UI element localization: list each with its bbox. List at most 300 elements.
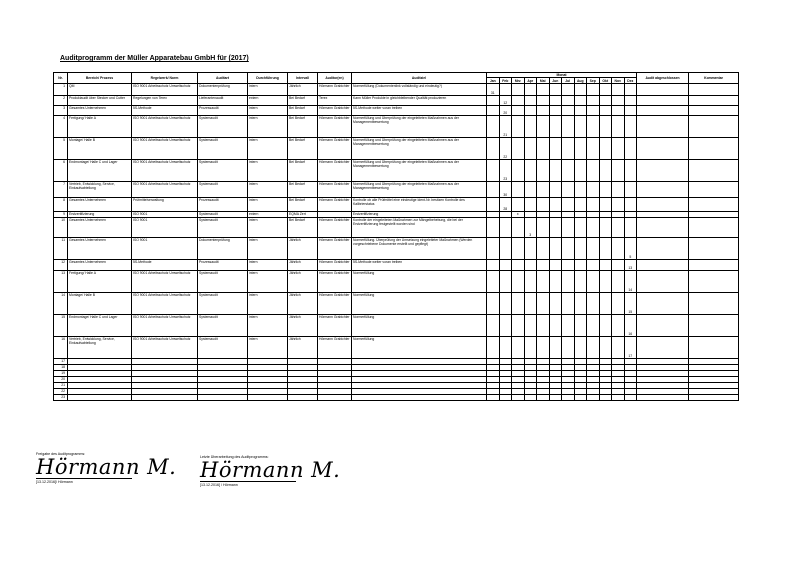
- cell-durchfuehrung: intern: [248, 271, 288, 293]
- month-cell: [574, 106, 587, 116]
- cell-auditoren: Hörmann Grabichler: [318, 293, 352, 315]
- table-row: [54, 337, 739, 359]
- month-cell: [574, 238, 587, 260]
- month-cell: [574, 182, 587, 198]
- month-cell: [574, 160, 587, 182]
- month-cell: [549, 337, 562, 359]
- month-cell: [624, 96, 637, 106]
- cell-abgeschlossen: [637, 260, 689, 271]
- cell-bereich: Gesamtes Unternehmen: [68, 198, 132, 212]
- cell-intervall: Bei Bedarf: [288, 106, 318, 116]
- month-cell: [562, 138, 575, 160]
- month-cell: [599, 395, 612, 401]
- month-cell: 17: [624, 337, 637, 359]
- cell-auditart: Systemaudit: [198, 160, 248, 182]
- month-cell: [599, 138, 612, 160]
- cell-auditziel: Normerfüllung und Überprüfung der eingeleiteten Maßnahmen aus der Managementbewertung: [352, 160, 487, 182]
- month-cell: [524, 84, 537, 96]
- month-cell: [574, 84, 587, 96]
- cell-nr: 16: [54, 337, 68, 359]
- table-row: [54, 260, 739, 271]
- cell-bereich: Vertrieb, Entwicklung, Service, Einkaufsabteilung: [68, 182, 132, 198]
- table-row: [54, 198, 739, 212]
- table-row: [54, 84, 739, 96]
- month-cell: [612, 160, 625, 182]
- month-cell: [612, 198, 625, 212]
- month-cell: [612, 315, 625, 337]
- month-cell: [524, 293, 537, 315]
- cell-abgeschlossen: [637, 198, 689, 212]
- cell-kommentar: [689, 198, 739, 212]
- month-cell: [487, 160, 500, 182]
- month-cell: [562, 395, 575, 401]
- cell-abgeschlossen: [637, 271, 689, 293]
- month-cell: [524, 160, 537, 182]
- cell-durchfuehrung: intern: [248, 138, 288, 160]
- month-cell: [562, 271, 575, 293]
- month-cell: [612, 182, 625, 198]
- month-cell: [537, 337, 550, 359]
- cell-regelwerk: ISO 9001 Arbeitsschutz Umweltschutz: [132, 315, 198, 337]
- cell-bereich: Erstzertifizierung: [68, 212, 132, 218]
- month-cell: [612, 218, 625, 238]
- month-cell: [524, 395, 537, 401]
- cell-bereich: QM: [68, 84, 132, 96]
- cell-abgeschlossen: [637, 116, 689, 138]
- cell-auditart: Systemaudit: [198, 271, 248, 293]
- cell-durchfuehrung: intern: [248, 106, 288, 116]
- month-cell: [599, 218, 612, 238]
- cell-intervall: Jährlich: [288, 238, 318, 260]
- table-row: [54, 315, 739, 337]
- month-cell: [524, 271, 537, 293]
- month-cell: [574, 395, 587, 401]
- month-cell: [549, 182, 562, 198]
- cell-kommentar: [689, 116, 739, 138]
- month-cell: [574, 96, 587, 106]
- month-cell: [487, 395, 500, 401]
- month-header: Apr: [524, 78, 537, 84]
- cell-regelwerk: ISO 9001 Arbeitsschutz Umweltschutz: [132, 337, 198, 359]
- month-cell: [562, 337, 575, 359]
- month-cell: [562, 198, 575, 212]
- cell-kommentar: [689, 106, 739, 116]
- table-row: [54, 182, 739, 198]
- header-bereich: Bereich/ Prozess: [68, 73, 132, 84]
- cell-abgeschlossen: [637, 106, 689, 116]
- revision-signature-block: [200, 455, 340, 487]
- month-cell: [549, 138, 562, 160]
- month-cell: [512, 293, 525, 315]
- cell-bereich: [68, 395, 132, 401]
- cell-kommentar: [689, 395, 739, 401]
- table-row: [54, 160, 739, 182]
- cell-kommentar: [689, 160, 739, 182]
- cell-durchfuehrung: extern: [248, 96, 288, 106]
- cell-bereich: Produktaudit über Stecker und Cutter: [68, 96, 132, 106]
- cell-auditart: Dokumentenprüfung: [198, 238, 248, 260]
- month-cell: [512, 337, 525, 359]
- cell-bereich: Endmontage/ Halle C und Lager: [68, 160, 132, 182]
- cell-nr: 23: [54, 395, 68, 401]
- cell-auditart: Systemaudit: [198, 116, 248, 138]
- month-cell: [574, 218, 587, 238]
- release-signature: Hörmann M.: [36, 455, 177, 479]
- cell-nr: 19: [54, 371, 68, 377]
- cell-regelwerk: 5S-Methode: [132, 106, 198, 116]
- cell-nr: 12: [54, 260, 68, 271]
- month-cell: [487, 96, 500, 106]
- cell-abgeschlossen: [637, 218, 689, 238]
- month-cell: [587, 96, 600, 106]
- month-cell: [587, 260, 600, 271]
- month-cell: [599, 337, 612, 359]
- month-cell: [512, 84, 525, 96]
- month-cell: [512, 271, 525, 293]
- month-cell: [624, 138, 637, 160]
- month-cell: [562, 218, 575, 238]
- cell-auditziel: Erstzertifizierung: [352, 212, 487, 218]
- header-abgeschlossen: Audit abgeschlossen: [637, 73, 689, 84]
- month-cell: [549, 84, 562, 96]
- cell-auditart: Systemaudit: [198, 293, 248, 315]
- month-cell: [549, 271, 562, 293]
- month-cell: x: [512, 212, 525, 218]
- month-cell: [574, 138, 587, 160]
- cell-durchfuehrung: intern: [248, 218, 288, 238]
- cell-nr: 8: [54, 198, 68, 212]
- table-row: [54, 96, 739, 106]
- cell-regelwerk: ISO 9001 Arbeitsschutz Umweltschutz: [132, 160, 198, 182]
- cell-nr: 18: [54, 365, 68, 371]
- cell-abgeschlossen: [637, 182, 689, 198]
- month-cell: [549, 96, 562, 106]
- cell-abgeschlossen: [637, 96, 689, 106]
- month-cell: [624, 106, 637, 116]
- cell-auditart: Systemaudit: [198, 337, 248, 359]
- month-cell: [574, 271, 587, 293]
- month-cell: [624, 84, 637, 96]
- month-cell: [587, 106, 600, 116]
- cell-auditart: Systemaudit: [198, 138, 248, 160]
- month-cell: [512, 238, 525, 260]
- cell-auditziel: Normerfüllung und Überprüfung der eingeleiteten Maßnahmen aus der Managementbewertung: [352, 138, 487, 160]
- cell-nr: 15: [54, 315, 68, 337]
- cell-auditoren: Hörmann Grabichler: [318, 138, 352, 160]
- month-cell: [599, 106, 612, 116]
- cell-auditart: Prozessaudit: [198, 198, 248, 212]
- cell-auditziel: Normerfüllung (Dokumentenlink vollständig und eindeutig?): [352, 84, 487, 96]
- month-cell: [574, 293, 587, 315]
- release-date: [13.12.2016]/ Hörmann: [36, 480, 73, 484]
- month-cell: [549, 260, 562, 271]
- cell-nr: 2: [54, 96, 68, 106]
- cell-durchfuehrung: intern: [248, 315, 288, 337]
- month-cell: [599, 293, 612, 315]
- header-auditoren: Auditor(en): [318, 73, 352, 84]
- cell-auditoren: Hörmann Grabichler: [318, 337, 352, 359]
- month-cell: [574, 198, 587, 212]
- month-cell: [549, 395, 562, 401]
- month-cell: [562, 96, 575, 106]
- month-cell: [487, 238, 500, 260]
- month-cell: [524, 116, 537, 138]
- month-cell: [574, 337, 587, 359]
- month-cell: [537, 84, 550, 96]
- table-row: [54, 293, 739, 315]
- month-cell: [512, 116, 525, 138]
- month-cell: [587, 116, 600, 138]
- month-cell: [549, 315, 562, 337]
- month-cell: [562, 260, 575, 271]
- cell-abgeschlossen: [637, 315, 689, 337]
- cell-intervall: Bei Bedarf: [288, 160, 318, 182]
- month-cell: [512, 160, 525, 182]
- month-cell: [587, 218, 600, 238]
- month-cell: [499, 238, 512, 260]
- month-cell: [499, 260, 512, 271]
- month-cell: 31: [487, 84, 500, 96]
- header-kommentar: Kommentar: [689, 73, 739, 84]
- month-header: Jan: [487, 78, 500, 84]
- month-cell: [612, 337, 625, 359]
- month-cell: [499, 293, 512, 315]
- cell-kommentar: [689, 315, 739, 337]
- cell-nr: 13: [54, 271, 68, 293]
- cell-auditart: Prozessaudit: [198, 260, 248, 271]
- header-monat: Monat: [487, 73, 637, 78]
- month-cell: [612, 271, 625, 293]
- cell-auditziel: Normerfüllung: [352, 293, 487, 315]
- table-row: [54, 116, 739, 138]
- table-row: [54, 218, 739, 238]
- cell-kommentar: [689, 337, 739, 359]
- month-cell: [499, 218, 512, 238]
- month-header: Feb: [499, 78, 512, 84]
- revision-date: [13.12.2016] / Hörmann: [200, 483, 238, 487]
- cell-intervall: Jährlich: [288, 84, 318, 96]
- month-cell: [587, 138, 600, 160]
- month-cell: [599, 160, 612, 182]
- month-cell: [599, 96, 612, 106]
- cell-auditziel: Kontrolle ob alle Prüfmittel eine eindeutige Ident-Nr. besitzen Kontrolle des Kalibrierstatus: [352, 198, 487, 212]
- month-cell: [487, 315, 500, 337]
- header-regelwerk: Regelwerk/ Norm: [132, 73, 198, 84]
- month-cell: [537, 218, 550, 238]
- cell-abgeschlossen: [637, 138, 689, 160]
- month-cell: [537, 106, 550, 116]
- month-cell: [587, 238, 600, 260]
- cell-auditziel: Kontrolle der eingeleiteten Maßnahmen zur Mängelbehebung, die bei der Erstzertifizierung festgestellt worden sind: [352, 218, 487, 238]
- cell-auditziel: Normerfüllung: [352, 337, 487, 359]
- month-cell: [512, 395, 525, 401]
- cell-nr: 7: [54, 182, 68, 198]
- cell-nr: 6: [54, 160, 68, 182]
- cell-auditoren: [318, 395, 352, 401]
- month-cell: 12: [499, 96, 512, 106]
- cell-auditoren: Hörmann Grabichler: [318, 218, 352, 238]
- cell-auditziel: 5S-Methode weiter voran treiben: [352, 260, 487, 271]
- month-cell: [624, 395, 637, 401]
- cell-bereich: Gesamtes Unternehmen: [68, 238, 132, 260]
- month-cell: [562, 293, 575, 315]
- cell-kommentar: [689, 238, 739, 260]
- cell-bereich: Endmontage/ Halle C und Lager: [68, 315, 132, 337]
- month-cell: [612, 96, 625, 106]
- cell-auditoren: Hörmann Grabichler: [318, 260, 352, 271]
- month-cell: [537, 260, 550, 271]
- month-cell: [612, 84, 625, 96]
- cell-regelwerk: ISO 9001: [132, 238, 198, 260]
- cell-nr: 17: [54, 359, 68, 365]
- cell-regelwerk: [132, 395, 198, 401]
- cell-intervall: EQMA Zert: [288, 212, 318, 218]
- cell-regelwerk: ISO 9001 Arbeitsschutz Umweltschutz: [132, 116, 198, 138]
- audit-table: [53, 72, 739, 401]
- cell-nr: 14: [54, 293, 68, 315]
- cell-auditart: Prozessaudit: [198, 106, 248, 116]
- cell-auditoren: Hörmann Grabichler: [318, 315, 352, 337]
- cell-abgeschlossen: [637, 395, 689, 401]
- cell-kommentar: [689, 293, 739, 315]
- cell-regelwerk: ISO 9001 Arbeitsschutz Umweltschutz: [132, 138, 198, 160]
- cell-kommentar: [689, 84, 739, 96]
- cell-bereich: Montage/ Halle B: [68, 138, 132, 160]
- cell-intervall: Jährlich: [288, 337, 318, 359]
- month-cell: [574, 116, 587, 138]
- cell-intervall: Bei Bedarf: [288, 198, 318, 212]
- cell-regelwerk: Regelungen von Terex: [132, 96, 198, 106]
- cell-auditziel: Normerfüllung. Überprüfung der Umsetzung eingeleiteter Maßnahmen (Werden vorgeschriebene Dokumente erstellt und gepflegt): [352, 238, 487, 260]
- cell-auditziel: Normerfüllung und Überprüfung der eingeleiteten Maßnahmen aus der Managementbewertung: [352, 116, 487, 138]
- month-cell: [537, 238, 550, 260]
- cell-nr: 11: [54, 238, 68, 260]
- month-cell: [512, 106, 525, 116]
- month-cell: [487, 138, 500, 160]
- cell-intervall: Bei Bedarf: [288, 96, 318, 106]
- cell-kommentar: [689, 138, 739, 160]
- cell-nr: 1: [54, 84, 68, 96]
- month-cell: [574, 260, 587, 271]
- header-durchfuehrung: Durchführung: [248, 73, 288, 84]
- month-cell: [499, 395, 512, 401]
- month-cell: [549, 218, 562, 238]
- month-cell: [587, 293, 600, 315]
- month-cell: [512, 96, 525, 106]
- month-header: Dez: [624, 78, 637, 84]
- cell-auditart: Lieferantenaudit: [198, 96, 248, 106]
- cell-auditziel: Normerfüllung: [352, 315, 487, 337]
- table-row: [54, 395, 739, 401]
- month-cell: [624, 218, 637, 238]
- cell-bereich: Montage/ Halle B: [68, 293, 132, 315]
- month-cell: [537, 271, 550, 293]
- cell-bereich: Gesamtes Unternehmen: [68, 260, 132, 271]
- cell-regelwerk: ISO 9001: [132, 212, 198, 218]
- month-cell: [549, 160, 562, 182]
- cell-nr: 22: [54, 389, 68, 395]
- month-cell: [512, 138, 525, 160]
- month-cell: [524, 315, 537, 337]
- month-cell: [574, 315, 587, 337]
- month-cell: 30: [499, 182, 512, 198]
- month-cell: [612, 293, 625, 315]
- month-cell: 5: [624, 238, 637, 260]
- cell-auditoren: Hörmann Grabichler: [318, 182, 352, 198]
- table-row: [54, 106, 739, 116]
- month-cell: 22: [499, 138, 512, 160]
- cell-durchfuehrung: intern: [248, 116, 288, 138]
- month-cell: [562, 160, 575, 182]
- cell-regelwerk: Prüfmittelverwaltung: [132, 198, 198, 212]
- month-cell: [487, 182, 500, 198]
- cell-regelwerk: ISO 9001 Arbeitsschutz Umweltschutz: [132, 293, 198, 315]
- month-cell: [537, 116, 550, 138]
- table-row: [54, 238, 739, 260]
- month-cell: [487, 116, 500, 138]
- month-cell: [537, 315, 550, 337]
- month-cell: 28: [499, 198, 512, 212]
- month-cell: [624, 182, 637, 198]
- month-cell: [524, 337, 537, 359]
- cell-nr: 10: [54, 218, 68, 238]
- month-cell: [562, 182, 575, 198]
- month-cell: [487, 106, 500, 116]
- month-header: Sep: [587, 78, 600, 84]
- cell-auditoren: Hörmann Grabichler: [318, 106, 352, 116]
- month-cell: [549, 293, 562, 315]
- month-cell: [599, 84, 612, 96]
- cell-durchfuehrung: intern: [248, 160, 288, 182]
- cell-auditziel: Kann Müller Produkte in gleichbleibender Qualität produzieren: [352, 96, 487, 106]
- month-cell: [499, 84, 512, 96]
- cell-auditart: Systemaudit: [198, 212, 248, 218]
- header-auditart: Auditart: [198, 73, 248, 84]
- cell-durchfuehrung: intern: [248, 260, 288, 271]
- revision-signature: Hörmann M.: [200, 458, 341, 482]
- cell-auditoren: Hörmann Grabichler: [318, 84, 352, 96]
- month-cell: [587, 315, 600, 337]
- month-cell: [524, 182, 537, 198]
- cell-regelwerk: ISO 9001 Arbeitsschutz Umweltschutz: [132, 182, 198, 198]
- cell-nr: 3: [54, 106, 68, 116]
- month-cell: [562, 238, 575, 260]
- cell-regelwerk: 5S-Methode: [132, 260, 198, 271]
- month-cell: 20: [499, 106, 512, 116]
- month-cell: [524, 96, 537, 106]
- month-cell: [612, 238, 625, 260]
- cell-intervall: Jährlich: [288, 271, 318, 293]
- month-cell: [587, 395, 600, 401]
- month-cell: 13: [624, 260, 637, 271]
- month-cell: [524, 260, 537, 271]
- month-cell: [587, 182, 600, 198]
- month-cell: [487, 293, 500, 315]
- month-cell: [487, 260, 500, 271]
- cell-bereich: Fertigung/ Halle A: [68, 116, 132, 138]
- month-cell: [599, 315, 612, 337]
- cell-kommentar: [689, 271, 739, 293]
- cell-auditziel: [352, 395, 487, 401]
- release-signature-block: [36, 452, 176, 484]
- month-cell: 16: [624, 315, 637, 337]
- cell-intervall: Jährlich: [288, 293, 318, 315]
- month-cell: [537, 96, 550, 106]
- cell-intervall: Bei Bedarf: [288, 182, 318, 198]
- cell-bereich: Gesamtes Unternehmen: [68, 106, 132, 116]
- revision-caption: Letzte Überarbeitung des Auditprogramms:: [200, 455, 269, 459]
- cell-kommentar: [689, 96, 739, 106]
